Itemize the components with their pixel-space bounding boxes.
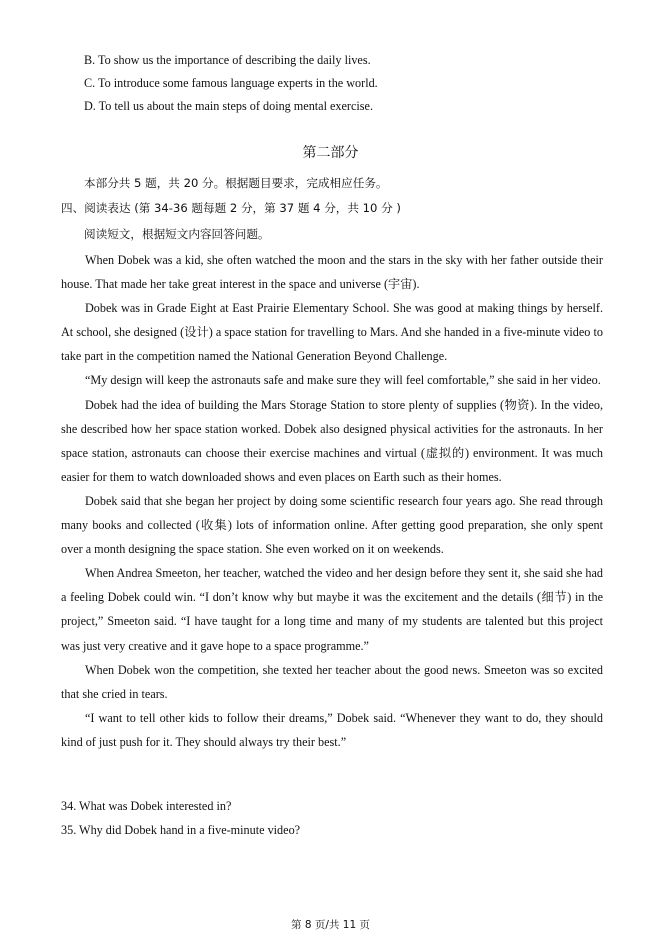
question-34: 34. What was Dobek interested in? <box>61 799 232 813</box>
part-heading: 四、阅读表达 (第 34-36 题每题 2 分，第 37 题 4 分，共 10 分 ) <box>61 201 401 215</box>
option-d: D. To tell us about the main steps of doing mental exercise. <box>84 99 373 113</box>
option-c: C. To introduce some famous language experts in the world. <box>84 76 378 90</box>
section-title: 第二部分 <box>302 145 359 161</box>
passage-paragraph: “My design will keep the astronauts safe and make sure they will feel comfortable,” she said in her video. <box>85 373 601 388</box>
page-footer: 第 8 页/共 11 页 <box>291 919 370 931</box>
section-intro: 本部分共 5 题，共 20 分。根据题目要求，完成相应任务。 <box>84 176 388 190</box>
passage-paragraph: Dobek was in Grade Eight at East Prairie Elementary School. She was good at making things by herself. At school, she designed (设计) a space station for travelling to Mars. And she handed in a five-minute video to take part in the competition named the National Generation Beyond Challenge. <box>61 301 603 364</box>
passage-paragraph: “I want to tell other kids to follow their dreams,” Dobek said. “Whenever they want to do, they should kind of just push for it. They should always try their best.” <box>61 710 603 749</box>
passage-paragraph: When Dobek won the competition, she texted her teacher about the good news. Smeeton was so excited that she cried in tears. <box>61 662 603 701</box>
question-35: 35. Why did Dobek hand in a five-minute video? <box>61 823 301 837</box>
instruction: 阅读短文，根据短文内容回答问题。 <box>84 227 270 241</box>
passage-paragraph: Dobek said that she began her project by doing some scientific research four years ago. She read through many books and collected (收集) lots of information online. After getting good preparation, she only spent over a month designing the space station. She even worked on it on weekends. <box>61 493 603 557</box>
passage-paragraph: When Andrea Smeeton, her teacher, watched the video and her design before they sent it, she said she had a feeling Dobek could win. “I don’t know why but maybe it was the excitement and the details (细节) in the project,” Smeeton said. “I have taught for a long time and many of my students are talented but this project was just very creative and it gave hope to a space programme.” <box>61 566 603 653</box>
option-b: B. To show us the importance of describing the daily lives. <box>84 53 371 67</box>
passage-paragraph: Dobek had the idea of building the Mars Storage Station to store plenty of supplies (物资). In the video, she described how her space station worked. Dobek also designed physical activities for the astronauts. In her space station, astronauts can choose their exercise machines and virtual (虚拟的) environment. It was much easier for them to watch downloaded shows and even places on Earth such as their homes. <box>61 397 603 484</box>
reading-passage <box>61 248 603 754</box>
passage-paragraph: When Dobek was a kid, she often watched the moon and the stars in the sky with her father outside their house. That made her take great interest in the space and universe (宇宙). <box>61 253 603 292</box>
